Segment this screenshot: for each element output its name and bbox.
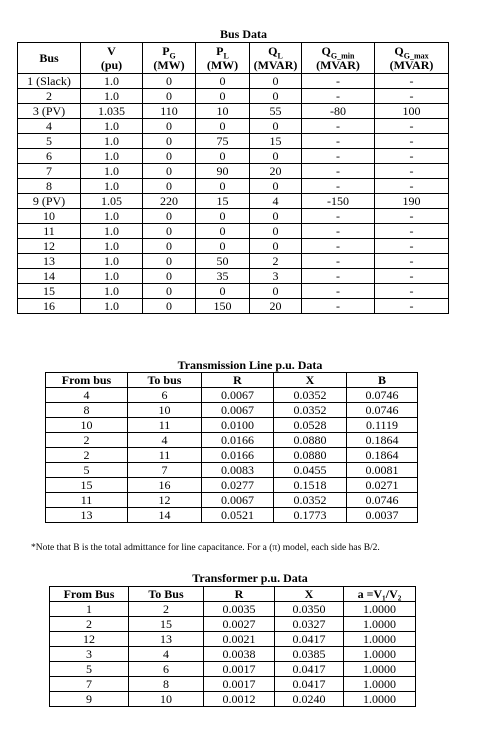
table-cell: 0 bbox=[250, 119, 302, 134]
table-cell: 35 bbox=[196, 269, 250, 284]
table-cell: 1.035 bbox=[81, 104, 143, 119]
table-cell: 1.0 bbox=[81, 149, 143, 164]
table-row bbox=[18, 299, 449, 314]
table-row bbox=[18, 239, 449, 254]
line-note: *Note that B is the total admittance for line capacitance. For a (π) model, each side has B/2. bbox=[31, 543, 380, 553]
table-cell: 0.0277 bbox=[202, 478, 274, 493]
table-row bbox=[46, 508, 418, 523]
table-cell: 2 bbox=[50, 617, 129, 632]
table-cell: 1.0 bbox=[81, 254, 143, 269]
table-cell: 0.0352 bbox=[274, 493, 347, 508]
table-cell: 13 bbox=[129, 632, 204, 647]
table-cell: 0.0327 bbox=[275, 617, 344, 632]
table-cell: 1.0 bbox=[81, 74, 143, 89]
table-cell: 0.0880 bbox=[274, 448, 347, 463]
table-cell: 8 bbox=[129, 677, 204, 692]
table-cell: 8 bbox=[46, 403, 128, 418]
table-row bbox=[18, 89, 449, 104]
bus-header-cell bbox=[81, 43, 143, 74]
table-cell: 0 bbox=[196, 209, 250, 224]
header-subscript: G_max bbox=[403, 51, 429, 61]
header-unit: (MW) bbox=[153, 58, 185, 72]
table-cell: 0.1119 bbox=[347, 418, 418, 433]
table-cell: - bbox=[302, 119, 375, 134]
header-unit: (MVAR) bbox=[389, 58, 434, 72]
header-symbol: V bbox=[107, 44, 116, 58]
table-cell: 220 bbox=[143, 194, 196, 209]
table-cell: 0.0746 bbox=[347, 388, 418, 403]
table-cell: 4 bbox=[250, 194, 302, 209]
table-cell: - bbox=[302, 209, 375, 224]
table-row bbox=[46, 403, 418, 418]
bus-header-cell bbox=[250, 43, 302, 74]
table-cell: -80 bbox=[302, 104, 375, 119]
table-cell: 9 bbox=[50, 692, 129, 707]
bus-header-cell bbox=[196, 43, 250, 74]
table-cell: 0 bbox=[250, 74, 302, 89]
table-cell: 0.0035 bbox=[204, 602, 275, 617]
table-cell: 11 bbox=[18, 224, 81, 239]
header-subscript: G bbox=[169, 51, 176, 61]
table-cell: 10 bbox=[46, 418, 128, 433]
table-cell: 2 bbox=[129, 602, 204, 617]
table-cell: 0 bbox=[250, 209, 302, 224]
table-cell: 0 bbox=[143, 284, 196, 299]
table-cell: 1.0 bbox=[81, 209, 143, 224]
table-cell: 0.0037 bbox=[347, 508, 418, 523]
table-cell: 15 bbox=[250, 134, 302, 149]
table-cell: 0.0067 bbox=[202, 388, 274, 403]
table-cell: 7 bbox=[18, 164, 81, 179]
table-cell: 2 bbox=[46, 448, 128, 463]
table-cell: 10 bbox=[128, 403, 202, 418]
table-row bbox=[18, 164, 449, 179]
table-cell: 11 bbox=[46, 493, 128, 508]
header-subscript: L bbox=[277, 51, 283, 61]
table-cell: 0 bbox=[143, 89, 196, 104]
table-cell: 0.0385 bbox=[275, 647, 344, 662]
table-cell: 5 bbox=[18, 134, 81, 149]
table-cell: 0 bbox=[143, 239, 196, 254]
table-row bbox=[50, 692, 416, 707]
table-cell: 3 bbox=[250, 269, 302, 284]
table-cell: - bbox=[375, 269, 449, 284]
table-row bbox=[46, 463, 418, 478]
table-cell: 1.0 bbox=[81, 224, 143, 239]
line-header-cell: To bus bbox=[128, 373, 202, 388]
table-cell: 10 bbox=[196, 104, 250, 119]
table-cell: 0 bbox=[196, 239, 250, 254]
table-cell: 0.0352 bbox=[274, 403, 347, 418]
table-cell: 190 bbox=[375, 194, 449, 209]
table-cell: 0.0417 bbox=[275, 662, 344, 677]
table-row bbox=[18, 269, 449, 284]
table-cell: 1.0 bbox=[81, 269, 143, 284]
table-cell: 16 bbox=[18, 299, 81, 314]
line-data-title: Transmission Line p.u. Data bbox=[177, 358, 323, 372]
table-cell: - bbox=[375, 119, 449, 134]
table-cell: 0.1864 bbox=[347, 433, 418, 448]
table-cell: 0 bbox=[250, 284, 302, 299]
table-row bbox=[18, 74, 449, 89]
table-cell: 7 bbox=[128, 463, 202, 478]
table-row bbox=[46, 433, 418, 448]
bus-data-table bbox=[17, 42, 449, 314]
table-cell: 0 bbox=[143, 119, 196, 134]
table-row bbox=[18, 134, 449, 149]
table-cell: 9 (PV) bbox=[18, 194, 81, 209]
table-cell: 0 bbox=[143, 74, 196, 89]
transformer-header-cell: X bbox=[275, 587, 344, 602]
table-cell: 0 bbox=[250, 239, 302, 254]
table-cell: 0 bbox=[196, 89, 250, 104]
table-cell: 0.0528 bbox=[274, 418, 347, 433]
table-cell: 4 bbox=[128, 433, 202, 448]
table-cell: 6 bbox=[18, 149, 81, 164]
table-cell: 15 bbox=[196, 194, 250, 209]
table-cell: - bbox=[375, 224, 449, 239]
table-cell: 0.0746 bbox=[347, 403, 418, 418]
table-cell: 3 (PV) bbox=[18, 104, 81, 119]
table-cell: 150 bbox=[196, 299, 250, 314]
header-symbol: Q bbox=[268, 44, 278, 58]
table-cell: 0.0038 bbox=[204, 647, 275, 662]
table-cell: 12 bbox=[50, 632, 129, 647]
table-cell: 0 bbox=[143, 164, 196, 179]
table-cell: 0 bbox=[143, 179, 196, 194]
table-cell: 0.0166 bbox=[202, 448, 274, 463]
table-cell: 50 bbox=[196, 254, 250, 269]
table-cell: 5 bbox=[50, 662, 129, 677]
table-cell: 0.0271 bbox=[347, 478, 418, 493]
table-row bbox=[50, 632, 416, 647]
table-cell: 1.0 bbox=[81, 284, 143, 299]
table-cell: - bbox=[302, 89, 375, 104]
table-cell: 0.0746 bbox=[347, 493, 418, 508]
table-cell: - bbox=[302, 224, 375, 239]
table-cell: 0 bbox=[196, 149, 250, 164]
table-cell: - bbox=[375, 164, 449, 179]
table-row bbox=[18, 224, 449, 239]
table-cell: 20 bbox=[250, 299, 302, 314]
table-row bbox=[18, 149, 449, 164]
line-header-cell: X bbox=[274, 373, 347, 388]
table-cell: 6 bbox=[128, 388, 202, 403]
table-cell: - bbox=[302, 179, 375, 194]
transformer-data-title: Transformer p.u. Data bbox=[192, 571, 308, 585]
table-cell: 0.0012 bbox=[204, 692, 275, 707]
table-cell: 15 bbox=[18, 284, 81, 299]
table-row bbox=[46, 388, 418, 403]
table-cell: 4 bbox=[46, 388, 128, 403]
table-cell: - bbox=[375, 149, 449, 164]
header-subscript: G_min bbox=[330, 51, 355, 61]
table-cell: 1.0000 bbox=[344, 632, 416, 647]
table-cell: 0.0100 bbox=[202, 418, 274, 433]
table-cell: 0.0021 bbox=[204, 632, 275, 647]
table-row bbox=[50, 677, 416, 692]
table-cell: 13 bbox=[46, 508, 128, 523]
table-cell: 7 bbox=[50, 677, 129, 692]
header-unit: (MW) bbox=[206, 58, 239, 72]
transformer-header-cell: From Bus bbox=[50, 587, 129, 602]
table-cell: 1.0000 bbox=[344, 692, 416, 707]
table-cell: 0 bbox=[196, 119, 250, 134]
table-cell: 12 bbox=[18, 239, 81, 254]
table-row bbox=[46, 478, 418, 493]
table-row bbox=[18, 209, 449, 224]
header-unit: (MVAR) bbox=[253, 58, 298, 72]
table-cell: 1.0 bbox=[81, 299, 143, 314]
header-symbol: P bbox=[162, 44, 170, 58]
header-symbol: Bus bbox=[39, 51, 59, 65]
table-cell: 6 bbox=[129, 662, 204, 677]
table-row bbox=[50, 647, 416, 662]
table-cell: 0.0455 bbox=[274, 463, 347, 478]
table-cell: 8 bbox=[18, 179, 81, 194]
transformer-data-table bbox=[49, 586, 416, 707]
table-cell: 0 bbox=[196, 179, 250, 194]
table-row bbox=[46, 448, 418, 463]
table-cell: 1.0 bbox=[81, 164, 143, 179]
table-cell: 10 bbox=[18, 209, 81, 224]
table-cell: - bbox=[302, 134, 375, 149]
table-cell: 0.0166 bbox=[202, 433, 274, 448]
table-cell: 13 bbox=[18, 254, 81, 269]
table-cell: - bbox=[302, 299, 375, 314]
table-cell: 1.0000 bbox=[344, 647, 416, 662]
transformer-header-cell: To Bus bbox=[129, 587, 204, 602]
bus-header-cell bbox=[302, 43, 375, 74]
table-cell: 5 bbox=[46, 463, 128, 478]
table-row bbox=[46, 418, 418, 433]
table-cell: 1.0 bbox=[81, 179, 143, 194]
table-cell: 1.0 bbox=[81, 119, 143, 134]
table-cell: 10 bbox=[129, 692, 204, 707]
table-cell: 3 bbox=[50, 647, 129, 662]
table-cell: 0.0417 bbox=[275, 677, 344, 692]
table-cell: 0 bbox=[143, 134, 196, 149]
table-cell: 0.0417 bbox=[275, 632, 344, 647]
table-cell: 20 bbox=[250, 164, 302, 179]
table-cell: 2 bbox=[46, 433, 128, 448]
table-cell: 0.0081 bbox=[347, 463, 418, 478]
table-cell: - bbox=[302, 284, 375, 299]
table-cell: 11 bbox=[128, 448, 202, 463]
table-cell: 2 bbox=[250, 254, 302, 269]
table-cell: 1.0000 bbox=[344, 662, 416, 677]
table-cell: 100 bbox=[375, 104, 449, 119]
table-row bbox=[18, 104, 449, 119]
table-cell: 1 (Slack) bbox=[18, 74, 81, 89]
table-cell: 1 bbox=[50, 602, 129, 617]
table-row bbox=[18, 254, 449, 269]
table-cell: - bbox=[302, 254, 375, 269]
header-unit: (pu) bbox=[100, 58, 123, 72]
table-cell: 0.0350 bbox=[275, 602, 344, 617]
table-cell: 0 bbox=[250, 149, 302, 164]
table-cell: 1.0000 bbox=[344, 617, 416, 632]
table-cell: 0 bbox=[250, 179, 302, 194]
table-cell: 0.0083 bbox=[202, 463, 274, 478]
table-cell: 0.1773 bbox=[274, 508, 347, 523]
table-cell: 0.0067 bbox=[202, 493, 274, 508]
line-header-cell: B bbox=[347, 373, 418, 388]
table-cell: 0 bbox=[250, 89, 302, 104]
table-cell: 110 bbox=[143, 104, 196, 119]
transformer-header-cell: a =V₁/V₂ bbox=[344, 587, 416, 602]
table-cell: 1.05 bbox=[81, 194, 143, 209]
table-row bbox=[18, 119, 449, 134]
table-cell: - bbox=[375, 209, 449, 224]
table-cell: 0.0880 bbox=[274, 433, 347, 448]
table-cell: - bbox=[375, 74, 449, 89]
table-cell: - bbox=[375, 284, 449, 299]
table-cell: 1.0000 bbox=[344, 602, 416, 617]
table-cell: 0.0017 bbox=[204, 662, 275, 677]
table-cell: 0 bbox=[196, 224, 250, 239]
table-cell: - bbox=[302, 239, 375, 254]
table-cell: - bbox=[375, 89, 449, 104]
table-cell: -150 bbox=[302, 194, 375, 209]
bus-header-cell bbox=[18, 43, 81, 74]
table-cell: 0.1518 bbox=[274, 478, 347, 493]
table-cell: 0.1864 bbox=[347, 448, 418, 463]
table-row bbox=[18, 194, 449, 209]
table-cell: - bbox=[375, 179, 449, 194]
table-cell: - bbox=[302, 149, 375, 164]
table-cell: 12 bbox=[128, 493, 202, 508]
table-cell: 4 bbox=[18, 119, 81, 134]
line-header-cell: From bus bbox=[46, 373, 128, 388]
table-cell: 0 bbox=[143, 269, 196, 284]
table-cell: 14 bbox=[18, 269, 81, 284]
table-cell: 15 bbox=[46, 478, 128, 493]
table-cell: 0 bbox=[143, 254, 196, 269]
transformer-header-cell: R bbox=[204, 587, 275, 602]
table-row bbox=[18, 179, 449, 194]
table-cell: - bbox=[302, 269, 375, 284]
table-cell: 0 bbox=[143, 209, 196, 224]
table-row bbox=[50, 662, 416, 677]
table-cell: 0 bbox=[196, 284, 250, 299]
table-cell: 2 bbox=[18, 89, 81, 104]
table-cell: 1.0 bbox=[81, 239, 143, 254]
table-cell: 4 bbox=[129, 647, 204, 662]
table-cell: 0.0240 bbox=[275, 692, 344, 707]
table-cell: - bbox=[375, 299, 449, 314]
table-cell: - bbox=[302, 74, 375, 89]
bus-header-cell bbox=[375, 43, 449, 74]
bus-header-cell bbox=[143, 43, 196, 74]
line-data-table bbox=[45, 372, 418, 523]
table-cell: 1.0 bbox=[81, 134, 143, 149]
table-cell: 0.0027 bbox=[204, 617, 275, 632]
table-cell: - bbox=[375, 134, 449, 149]
table-cell: 0 bbox=[143, 149, 196, 164]
table-row bbox=[50, 617, 416, 632]
table-cell: 90 bbox=[196, 164, 250, 179]
table-cell: 75 bbox=[196, 134, 250, 149]
table-row bbox=[50, 602, 416, 617]
header-symbol: Q bbox=[321, 44, 331, 58]
bus-data-title: Bus Data bbox=[219, 27, 267, 41]
table-cell: - bbox=[375, 254, 449, 269]
table-cell: 11 bbox=[128, 418, 202, 433]
table-cell: 1.0000 bbox=[344, 677, 416, 692]
line-header-cell: R bbox=[202, 373, 274, 388]
header-subscript: L bbox=[223, 51, 229, 61]
table-cell: 55 bbox=[250, 104, 302, 119]
table-cell: 0.0067 bbox=[202, 403, 274, 418]
table-cell: 1.0 bbox=[81, 89, 143, 104]
table-cell: 15 bbox=[129, 617, 204, 632]
table-cell: - bbox=[302, 164, 375, 179]
header-symbol: P bbox=[216, 44, 224, 58]
header-unit: (MVAR) bbox=[316, 58, 360, 72]
table-cell: 0 bbox=[143, 224, 196, 239]
table-cell: - bbox=[375, 239, 449, 254]
table-cell: 0 bbox=[143, 299, 196, 314]
header-symbol: Q bbox=[394, 44, 404, 58]
table-cell: 16 bbox=[128, 478, 202, 493]
table-cell: 0.0521 bbox=[202, 508, 274, 523]
table-cell: 14 bbox=[128, 508, 202, 523]
table-cell: 0 bbox=[196, 74, 250, 89]
table-cell: 0.0352 bbox=[274, 388, 347, 403]
table-row bbox=[18, 284, 449, 299]
table-cell: 0.0017 bbox=[204, 677, 275, 692]
table-cell: 0 bbox=[250, 224, 302, 239]
table-row bbox=[46, 493, 418, 508]
